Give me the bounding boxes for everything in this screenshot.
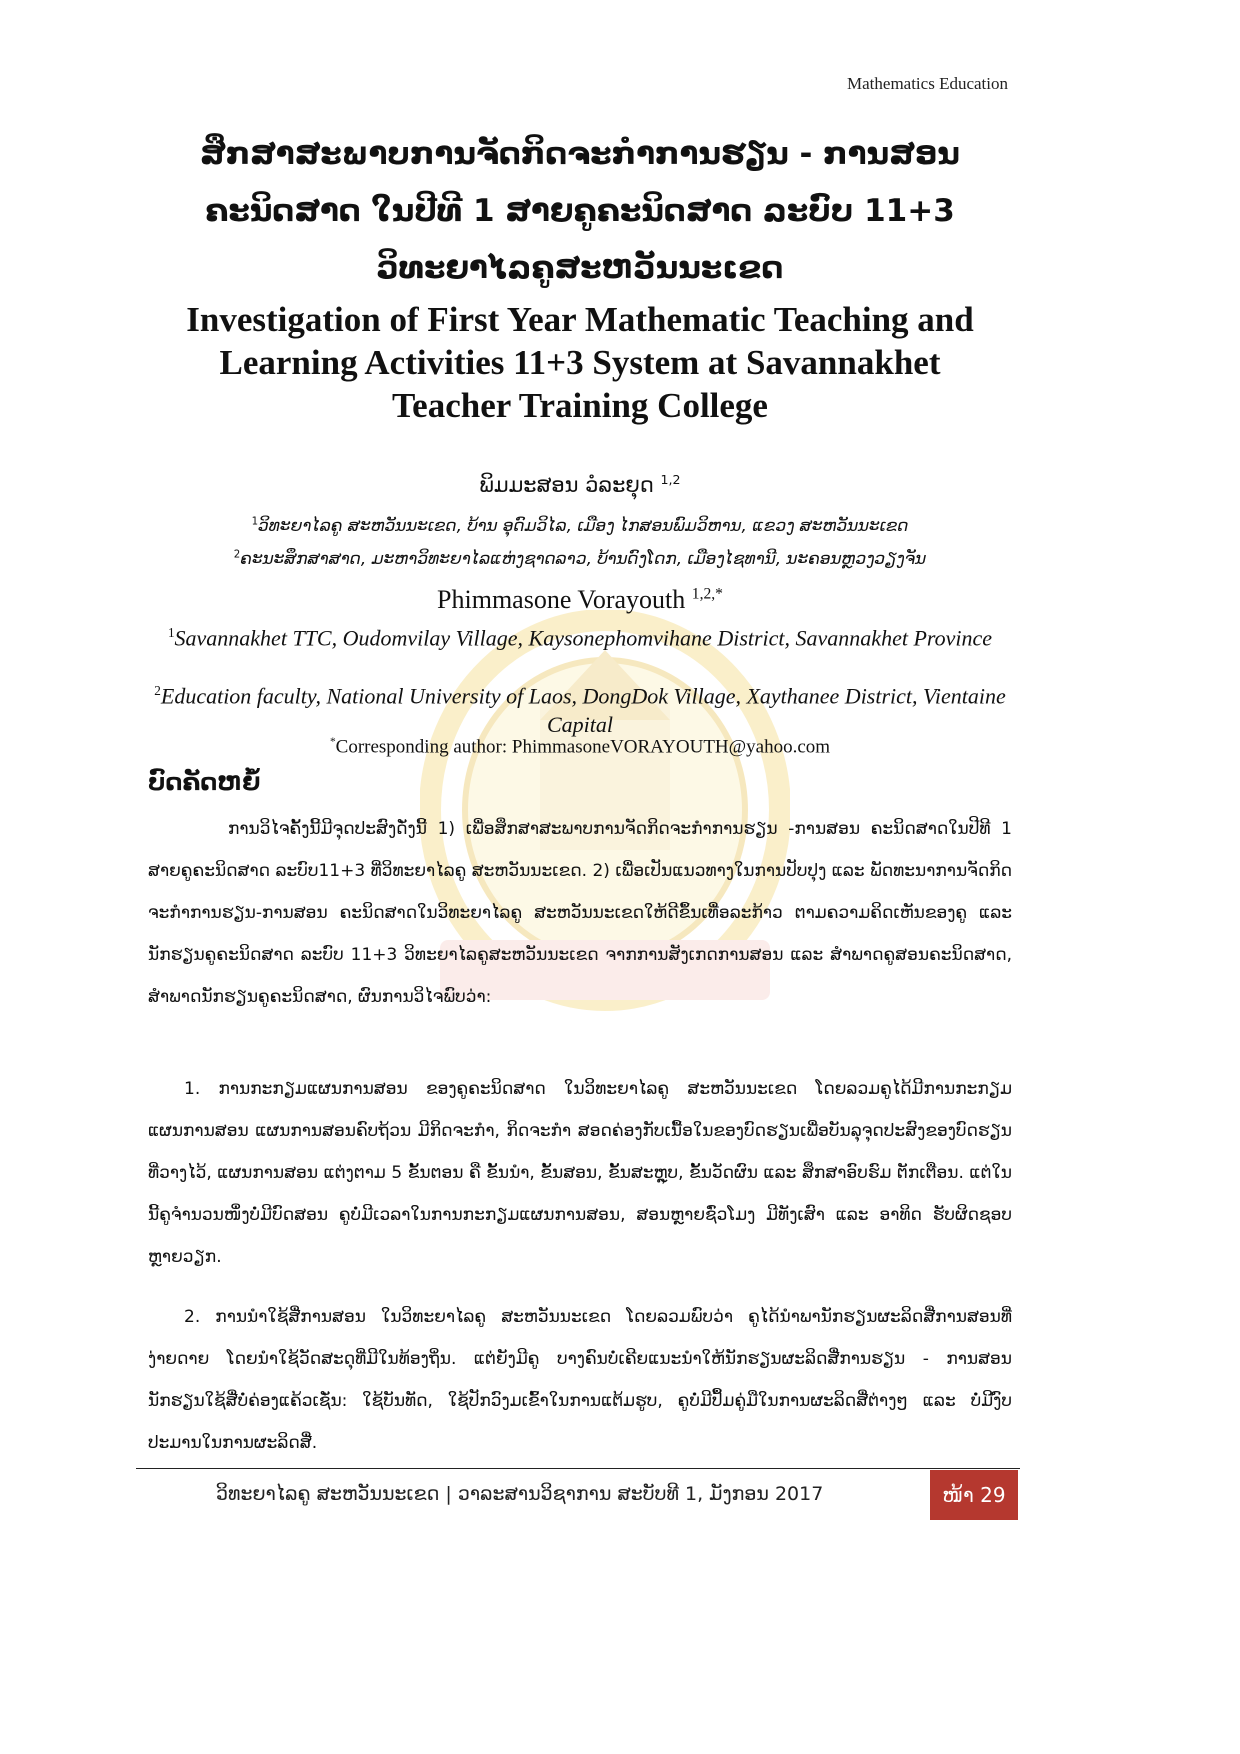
affiliation-number: 1 bbox=[251, 516, 259, 528]
affiliation-number: 1 bbox=[167, 625, 175, 640]
footer-divider bbox=[136, 1468, 1020, 1469]
affiliation-number: 2 bbox=[154, 683, 161, 698]
affiliation-text: ຄະນະສຶກສາສາດ, ມະຫາວິທະຍາໄລແຫ່ງຊາດລາວ, ບ້ານດົງໂດກ, ເມືອງໄຊທານີ, ນະຄອນຫຼວງວຽງຈັນ bbox=[240, 549, 927, 569]
lao-title bbox=[140, 126, 1020, 297]
author-name-lao-text: ພິມມະສອນ ວໍລະຍຸດ bbox=[479, 473, 654, 497]
lao-title-line: ວິທະຍາໄລຄູສະຫວັນນະເຂດ bbox=[376, 250, 784, 286]
lao-title-line: ສຶກສາສະພາບການຈັດກິດຈະກໍາການຮຽນ - ການສອນ bbox=[200, 136, 960, 172]
affiliation-text: ວິທະຍາໄລຄູ ສະຫວັນນະເຂດ, ບ້ານ ອຸດົມວິໄລ, ເມືອງ ໄກສອນພົມວິຫານ, ແຂວງ ສະຫວັນນະເຂດ bbox=[258, 516, 909, 536]
english-title bbox=[130, 298, 1030, 427]
english-title-line: Investigation of First Year Mathematic Teaching and bbox=[186, 300, 974, 339]
abstract-heading: ບົດຄັດຫຍໍ້ bbox=[148, 768, 261, 796]
abstract-list-item-2: 2. ການນໍາໃຊ້ສື່ການສອນ ໃນວິທະຍາໄລຄູ ສະຫວັນນະເຂດ ໂດຍລວມພົບວ່າ ຄູໄດ້ນໍາພານັກຮຽນຜະລິດສື່ການສອນທີ່ງ່າຍດາຍ ໂດຍນໍາໃຊ້ວັດສະດຸທີ່ມີໃນທ້ອງຖິ່ນ. ແຕ່ຍັງມີຄູ ບາງຄົນບໍ່ເຄີຍແນະນໍາໃຫ້ນັກຮຽນຜະລິດສື່ການຮຽນ - ການສອນ ນັກຮຽນໃຊ້ສື່ບໍ່ຄ່ອງແຄ້ວເຊັ່ນ: ໃຊ້ບັນທັດ, ໃຊ້ປັກວົງມເຂົ້າໃນການແຕ້ມຮູບ, ຄູບໍ່ມີປຶ້ມຄູ່ມືໃນການຜະລິດສື່ຕ່າງໆ ແລະ ບໍ່ມີງົບປະມານໃນການຜະລິດສື່. bbox=[148, 1307, 1012, 1453]
abstract-list-item-1: 1. ການກະກຽມແຜນການສອນ ຂອງຄູຄະນິດສາດ ໃນວິທະຍາໄລຄູ ສະຫວັນນະເຂດ ໂດຍລວມຄູໄດ້ມີການກະກຽມແຜນການສອນ ແຜນການສອນຄົບຖ້ວນ ມີກິດຈະກໍາ, ກິດຈະກໍາ ສອດຄ່ອງກັບເນື້ອໃນຂອງບົດຮຽນເພື່ອບັນລຸຈຸດປະສົງຂອງບົດຮຽນທີ່ວາງໄວ້, ແຜນການສອນ ແຕ່ງຕາມ 5 ຂັ້ນຕອນ ຄື ຂັ້ນນໍາ, ຂັ້ນສອນ, ຂັ້ນສະຫຼຸບ, ຂັ້ນວັດຜົນ ແລະ ສຶກສາອົບຮົມ ຕັກເຕືອນ. ແຕ່ໃນນີ້ຄູຈໍານວນໜຶ່ງບໍ່ມີບົດສອນ ຄູບໍ່ມີເວລາໃນການກະກຽມແຜນການສອນ, ສອນຫຼາຍຊົ່ວໂມງ ມີທັງເສົາ ແລະ ອາທິດ ຮັບຜິດຊອບຫຼາຍວຽກ. bbox=[148, 1079, 1012, 1267]
author-name-lao bbox=[140, 472, 1020, 497]
corresponding-author-text: Corresponding author: PhimmasoneVORAYOUTH@yahoo.com bbox=[335, 736, 831, 758]
corresponding-author bbox=[140, 736, 1020, 758]
author-name-english bbox=[140, 585, 1020, 615]
author-english-superscript: 1,2,* bbox=[691, 585, 723, 603]
affiliation-english-2 bbox=[130, 676, 1030, 739]
english-title-line: Teacher Training College bbox=[392, 386, 768, 425]
page-number-badge: ໜ້າ 29 bbox=[930, 1470, 1018, 1520]
lao-title-line: ຄະນິດສາດ ໃນປີທີ 1 ສາຍຄູຄະນິດສາດ ລະບົບ 11+3 bbox=[205, 193, 955, 229]
affiliation-text: Education faculty, National University of Laos, DongDok Village, Xaythanee District, Vientaine Capital bbox=[160, 683, 1006, 738]
affiliation-lao-1 bbox=[120, 516, 1040, 536]
abstract-paragraph: ການວິໄຈຄັ້ງນີ້ມີຈຸດປະສົງດັ່ງນີ້ 1) ເພື່ອສຶກສາສະພາບການຈັດກິດຈະກໍາການຮຽນ -ການສອນ ຄະນິດສາດໃນປີທີ 1 ສາຍຄູຄະນິດສາດ ລະບົບ11+3 ທີ່ວິທະຍາໄລຄູ ສະຫວັນນະເຂດ. 2) ເພື່ອເປັນແນວທາງໃນການປັບປຸງ ແລະ ພັດທະນາການຈັດກິດຈະກໍາການຮຽນ-ການສອນ ຄະນິດສາດໃນວິທະຍາໄລຄູ ສະຫວັນນະເຂດໃຫ້ດີຂຶ້ນເທື່ອລະກ້າວ ຕາມຄວາມຄິດເຫັນຂອງຄູ ແລະ ນັກຮຽນຄູຄະນິດສາດ ລະບົບ 11+3 ວິທະຍາໄລຄູສະຫວັນນະເຂດ ຈາກການສັງເກດການສອນ ແລະ ສໍາພາດຄູສອນຄະນິດສາດ, ສໍາພາດນັກຮຽນຄູຄະນິດສາດ, ຜົນການວິໄຈພົບວ່າ: bbox=[148, 819, 1012, 1007]
affiliation-lao-2 bbox=[120, 549, 1040, 569]
journal-section-header: Mathematics Education bbox=[847, 74, 1008, 93]
author-lao-superscript: 1,2 bbox=[660, 472, 681, 487]
corresponding-mark: * bbox=[329, 736, 336, 748]
affiliation-english-1 bbox=[130, 618, 1030, 652]
footer-journal-info: ວິທະຍາໄລຄູ ສະຫວັນນະເຂດ | ວາລະສານວິຊາການ ສະບັບທີ 1, ມັງກອນ 2017 bbox=[216, 1483, 824, 1505]
english-title-line: Learning Activities 11+3 System at Savannakhet bbox=[219, 343, 941, 382]
affiliation-text: Savannakhet TTC, Oudomvilay Village, Kaysonephomvihane District, Savannakhet Province bbox=[174, 625, 993, 651]
author-name-english-text: Phimmasone Vorayouth bbox=[437, 585, 686, 614]
affiliation-number: 2 bbox=[233, 549, 241, 561]
